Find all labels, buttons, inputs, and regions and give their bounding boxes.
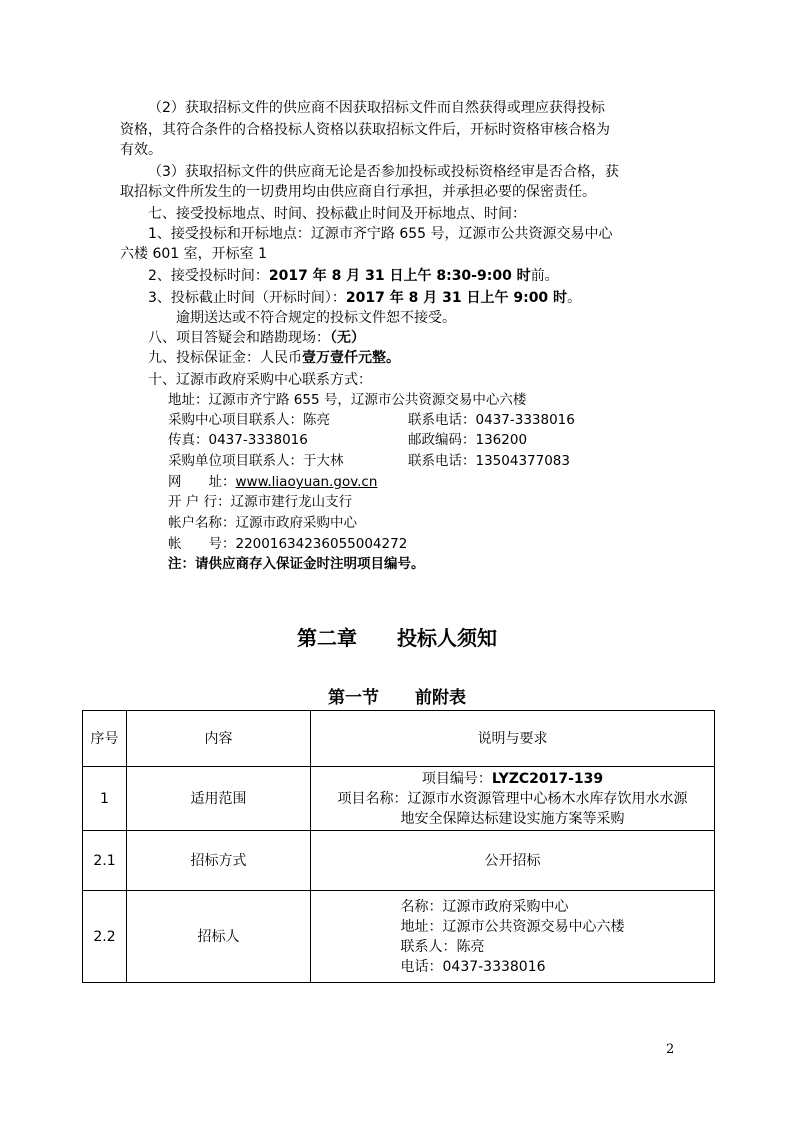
row-3-content: 招标人 (127, 891, 311, 983)
table-row (83, 891, 715, 983)
item-3-suffix: 。 (567, 290, 582, 306)
website-label: 网 址： (168, 474, 236, 490)
section-title: 前附表 (415, 688, 466, 708)
project-code (311, 769, 714, 789)
contact-account-number: 帐 号：22001634236055004272 (168, 536, 408, 552)
item-3-label: 3、投标截止时间（开标时间）： (148, 290, 346, 306)
row-3-no: 2.2 (83, 891, 127, 983)
project-name-line-2: 地安全保障达标建设实施方案等采购 (400, 810, 625, 827)
item-3-time: 2017 年 8 月 31 日上午 9:00 时 (345, 290, 568, 306)
section-9-label: 九、投标保证金：人民币 (148, 350, 302, 366)
contact-buyer-person: 采购单位项目联系人：于大林 (168, 453, 344, 469)
tenderer-name: 名称：辽源市政府采购中心 (400, 898, 569, 915)
para-3-line-1: （3）获取招标文件的供应商无论是否参加投标或投标资格经审是否合格，获 (148, 164, 619, 180)
project-code-label: 项目编号： (421, 770, 492, 787)
header-no: 序号 (83, 711, 127, 767)
section-7-title: 七、接受投标地点、时间、投标截止时间及开标地点、时间： (148, 206, 526, 222)
contact-center-phone: 联系电话：0437-3338016 (408, 412, 575, 428)
table-row (83, 831, 715, 891)
project-name-line-1: 项目名称：辽源市水资源管理中心杨木水库存饮用水水源 (337, 790, 688, 807)
contact-website (168, 472, 377, 492)
table-header-row (83, 711, 715, 767)
item-2-label: 2、接受投标时间： (148, 268, 269, 284)
contact-bank: 开 户 行：辽源市建行龙山支行 (168, 494, 353, 510)
para-2-line-1: （2）获取招标文件的供应商不因获取招标文件而自然获得或理应获得投标 (148, 100, 605, 116)
contact-account-name: 帐户名称：辽源市政府采购中心 (168, 515, 357, 531)
section-10-title: 十、辽源市政府采购中心联系方式： (148, 372, 372, 388)
contact-buyer-phone: 联系电话：13504377083 (408, 453, 570, 469)
tenderer-contact: 联系人：陈亮 (400, 938, 485, 955)
row-1-content: 适用范围 (127, 767, 311, 831)
item-2-suffix: 前。 (530, 268, 559, 284)
section-7-item-2 (148, 266, 559, 286)
row-2-content: 招标方式 (127, 831, 311, 891)
contact-fax: 传真：0437-3338016 (168, 432, 308, 448)
row-3-desc (311, 891, 715, 983)
section-8-label: 八、项目答疑会和踏勘现场： (148, 330, 330, 346)
project-code-value: LYZC2017-139 (491, 770, 604, 787)
website-link[interactable]: www.liaoyuan.gov.cn (235, 474, 378, 490)
row-2-desc: 公开招标 (311, 831, 715, 891)
contact-address: 地址：辽源市齐宁路 655 号，辽源市公共资源交易中心六楼 (168, 392, 527, 408)
section-7-note: 逾期送达或不符合规定的投标文件恕不接受。 (176, 310, 456, 326)
section-8-value: （无） (330, 330, 365, 346)
row-1-desc (311, 767, 715, 831)
front-table (82, 710, 715, 983)
chapter-title: 投标人须知 (397, 626, 497, 650)
contact-note: 注：请供应商存入保证金时注明项目编号。 (168, 556, 425, 572)
row-2-no: 2.1 (83, 831, 127, 891)
para-2-line-2: 资格，其符合条件的合格投标人资格以获取招标文件后，开标时资格审核合格为 (120, 122, 610, 138)
para-2-line-3: 有效。 (120, 142, 162, 158)
section-7-item-3 (148, 288, 581, 308)
chapter-heading (0, 622, 794, 651)
contact-postcode: 邮政编码：136200 (408, 432, 528, 448)
item-2-time: 2017 年 8 月 31 日上午 8:30-9:00 时 (268, 268, 531, 284)
tenderer-phone: 电话：0437-3338016 (400, 958, 546, 975)
section-heading (0, 683, 794, 708)
section-7-item-1-line-2: 六楼 601 室，开标室 1 (120, 246, 267, 262)
section-9-value: 壹万壹仟元整。 (302, 350, 400, 366)
chapter-number: 第二章 (297, 626, 357, 650)
tenderer-info (401, 897, 625, 977)
section-8 (148, 328, 365, 348)
row-1-no: 1 (83, 767, 127, 831)
section-9 (148, 348, 400, 368)
section-7-item-1-line-1: 1、接受投标和开标地点：辽源市齐宁路 655 号，辽源市公共资源交易中心 (148, 226, 613, 242)
section-number: 第一节 (328, 688, 379, 708)
contact-center-person: 采购中心项目联系人：陈亮 (168, 412, 330, 428)
header-content: 内容 (127, 711, 311, 767)
para-3-line-2: 取招标文件所发生的一切费用均由供应商自行承担，并承担必要的保密责任。 (120, 184, 596, 200)
tenderer-address: 地址：辽源市公共资源交易中心六楼 (400, 918, 625, 935)
page-number: 2 (666, 1042, 675, 1057)
header-desc: 说明与要求 (311, 711, 715, 767)
table-row (83, 767, 715, 831)
